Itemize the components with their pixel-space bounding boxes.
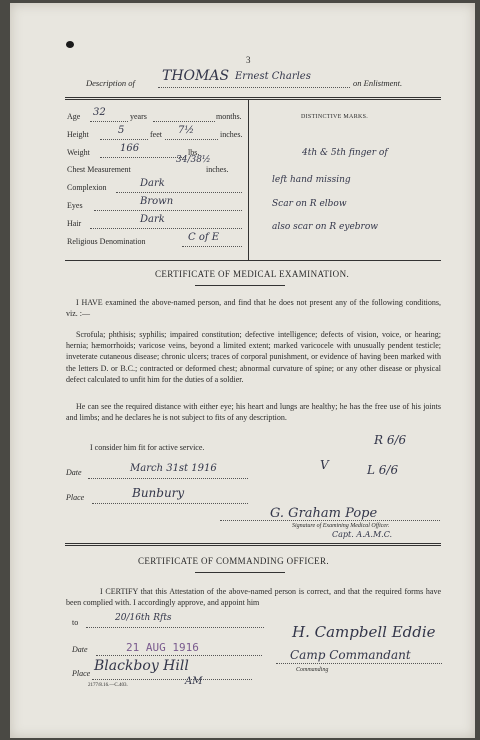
- co-statement: I CERTIFY that this Attestation of the above-named person is correct, and that the required forms have been complied with. I accordingly approve, and appoint him: [66, 587, 441, 608]
- medical-place-label: Place: [66, 493, 85, 502]
- medical-officer-signature: G. Graham Pope: [270, 506, 378, 521]
- weight-value: 166: [120, 143, 140, 154]
- attestation-page: [10, 3, 475, 738]
- distinctive-marks-line-3: Scar on R elbow: [272, 199, 347, 209]
- punch-hole: [66, 41, 74, 48]
- age-value: 32: [93, 107, 106, 118]
- complexion-label: Complexion: [67, 183, 107, 192]
- medical-initial-3: L 6/6: [367, 463, 399, 477]
- surname: THOMAS: [162, 68, 230, 84]
- hair-value: Dark: [140, 214, 165, 225]
- distinctive-marks-line-1: 4th & 5th finger of: [302, 148, 388, 158]
- distinctive-marks-heading: DISTINCTIVE MARKS.: [301, 114, 369, 120]
- medical-conditions: Scrofula; phthisis; syphilis; impaired constitution; defective intelligence; defects of vision, voice, or hearing; hernia; hæmorrhoids; varicose veins, beyond a limited extent; marked varicocele with unusually pendent testicle; inveterate cutaneous disease; chronic ulcers; traces of corporal punishment, or evidence of having been marked with the letters D. or B.C.; contracted or deformed chest; abnormal curvature of spine; or any other disease or physical defect calculated to unfit him for the duties of a soldier.: [66, 330, 441, 384]
- co-unit-value: 20/16th Rfts: [115, 613, 172, 623]
- form-reference: 2177/8.16.—C.403.: [88, 683, 128, 688]
- medical-heading: CERTIFICATE OF MEDICAL EXAMINATION.: [155, 269, 350, 279]
- distinctive-marks-line-2: left hand missing: [272, 175, 351, 185]
- religion-label: Religious Denomination: [67, 237, 146, 246]
- forenames: Ernest Charles: [235, 71, 311, 82]
- fit-statement: I consider him fit for active service.: [90, 443, 205, 452]
- page-number: 3: [246, 55, 251, 65]
- height-unit-inches: inches.: [220, 130, 243, 139]
- co-place-value: Blackboy Hill: [94, 658, 189, 674]
- co-place-initials: AM: [185, 676, 203, 687]
- medical-place-value: Bunbury: [132, 486, 185, 500]
- co-signature: H. Campbell Eddie: [292, 623, 436, 641]
- co-caption: Commanding: [296, 667, 329, 673]
- eyes-label: Eyes: [67, 201, 83, 210]
- medical-date-label: Date: [66, 468, 82, 477]
- height-unit-feet: feet: [150, 130, 162, 139]
- medical-officer-rank: Capt. A.A.M.C.: [332, 530, 393, 539]
- co-title-handwritten: Camp Commandant: [290, 648, 411, 662]
- height-inches-value: 7½: [178, 125, 195, 136]
- age-label: Age: [67, 112, 81, 121]
- age-unit-years: years: [130, 112, 147, 121]
- medical-initial-1: R 6/6: [374, 433, 407, 447]
- eyes-value: Brown: [140, 196, 174, 207]
- age-unit-months: months.: [216, 112, 242, 121]
- co-heading: CERTIFICATE OF COMMANDING OFFICER.: [138, 556, 330, 566]
- co-date-stamp: 21 AUG 1916: [126, 641, 199, 654]
- medical-intro: I HAVE examined the above-named person, and find that he does not present any of the following conditions, viz. :—: [66, 298, 441, 319]
- height-feet-value: 5: [118, 125, 125, 136]
- medical-findings: He can see the required distance with either eye; his heart and lungs are healthy; he has the free use of his joints and limbs; and he declares he is not subject to fits of any description.: [66, 402, 441, 423]
- chest-unit: inches.: [206, 165, 229, 174]
- weight-label: Weight: [67, 148, 90, 157]
- complexion-value: Dark: [140, 178, 165, 189]
- chest-value: 34/38½: [176, 155, 211, 165]
- co-to-label: to: [72, 618, 79, 627]
- chest-label: Chest Measurement: [67, 165, 131, 174]
- weight-unit: lbs.: [188, 148, 200, 157]
- co-date-label: Date: [72, 645, 88, 654]
- hair-label: Hair: [67, 219, 82, 228]
- on-enlistment-label: on Enlistment.: [353, 78, 403, 88]
- medical-officer-caption: Signature of Examining Medical Officer.: [292, 523, 390, 529]
- religion-value: C of E: [188, 232, 220, 243]
- height-label: Height: [67, 130, 89, 139]
- co-place-label: Place: [72, 669, 91, 678]
- distinctive-marks-line-4: also scar on R eyebrow: [272, 222, 378, 232]
- description-label: Description of: [86, 78, 135, 88]
- medical-date-value: March 31st 1916: [130, 463, 217, 474]
- medical-initial-2: V: [320, 458, 329, 472]
